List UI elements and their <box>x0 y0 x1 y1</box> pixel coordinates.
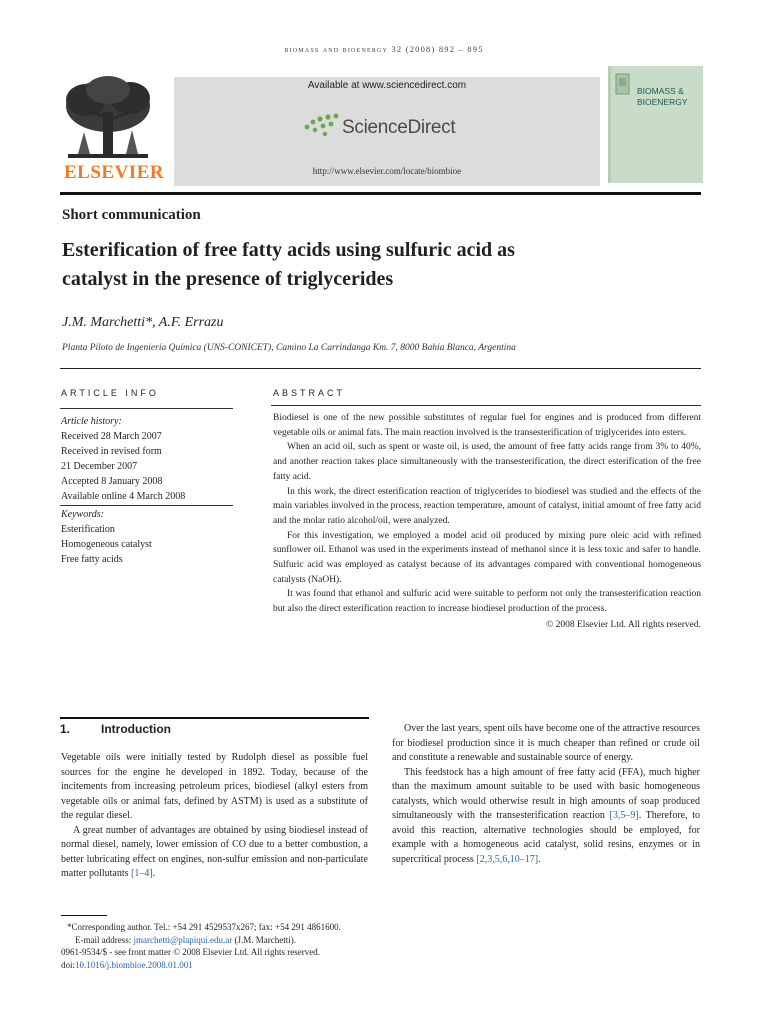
email-link[interactable]: jmarchetti@plapiqui.edu.ar <box>133 934 233 945</box>
keywords-rule <box>60 505 233 506</box>
email-line: E-mail address: jmarchetti@plapiqui.edu.ar (J.M. Marchetti). <box>75 934 296 945</box>
elsevier-wordmark: ELSEVIER <box>64 162 165 183</box>
title-rule <box>60 368 701 369</box>
cover-emblem-icon <box>614 72 632 98</box>
citation-link[interactable]: [2,3,5,6,10–17] <box>476 853 539 865</box>
issn-line: 0961-9534/$ - see front matter © 2008 Elsevier Ltd. All rights reserved. <box>61 947 321 957</box>
corresponding-author: *Corresponding author. Tel.: +54 291 4529537x267; fax: +54 291 4861600. <box>67 922 341 932</box>
elsevier-tree-logo <box>56 72 160 164</box>
affiliation: Planta Piloto de Ingeniería Química (UNS-CONICET), Camino La Carrindanga Km. 7, 8000 Bahía Blanca, Argentina <box>62 343 516 353</box>
available-at-text: Available at www.sciencedirect.com <box>307 80 467 91</box>
intro-rule <box>60 717 369 719</box>
header-rule <box>60 192 701 195</box>
intro-right-column: Over the last years, spent oils have become one of the attractive resources for biodiesel production since it is much cheaper than refined or crude oil and constitute a renewable and sustainable source of energy. This feedstock has a high amount of free fatty acid (FFA), much higher than the maximum amount suitable to be used with basic homogeneous catalysts, which would otherwise result in high amounts of soap produced simultaneously with the transesterification reaction [3,5–9]. Therefore, to avoid this reaction, alternative technologies should be employed, for example with a homogeneous acid catalyst, solid resins, enzymes or in supercritical process [2,3,5,6,10–17]. <box>392 723 700 865</box>
doi-line: doi:10.1016/j.biombioe.2008.01.001 <box>61 959 193 970</box>
article-info-heading: ARTICLE INFO <box>61 388 159 398</box>
intro-left-column: Vegetable oils were initially tested by Rudolph diesel as possible fuel sources for the engine he developed in 1892. Today, because of the incitements from increasing petroleum prices, biodiesel (alkyl esters from vegetable oils or animal fats, defined by ASTM) is used as a substitute of the regular diesel. A great number of advantages are obtained by using biodiesel instead of normal diesel, namely, lower emission of CO due to a better combustion, a better lubricating effect on engines, non-sulfur emission and non-particulate matter pollutants [1–4]. <box>61 752 368 879</box>
running-head: biomass and bioenergy 32 (2008) 892 – 895 <box>284 44 484 54</box>
abstract-copyright: © 2008 Elsevier Ltd. All rights reserved. <box>546 619 701 630</box>
authors: J.M. Marchetti*, A.F. Errazu <box>62 315 224 330</box>
abstract-body: Biodiesel is one of the new possible substitutes of regular fuel for engines and is produced from different vegetable oils or animal fats. The main reaction involved is the transesterification of triglycerides into esters. When an acid oil, such as spent or waste oil, is used, the amount of free fatty acids range from 3% to 40%, and another reaction takes place simultaneously with the transesterification, the direct esterification of the free fatty acid. In this work, the direct esterification reaction of triglycerides to biodiesel was studied and the effects of the main variables involved in the process, reaction temperature, amount of catalyst, initial amount of free fatty acid and the molar ratio alcohol/oil, were analyzed. For this investigation, we employed a model acid oil produced by mixing pure oleic acid with refined sunflower oil. Ethanol was used in the experiments instead of methanol since it is less toxic and safer to handle. Sulfuric acid was employed as catalyst because of its advantages compared with conventional homogeneous catalysts (NaOH). It was found that ethanol and sulfuric acid were suitable to perform not only the transesterification reaction but also the direct esterification reaction to increase biodiesel production of the process. © 2008 Elsevier Ltd. All rights reserved. <box>273 411 701 633</box>
abstract-rule <box>271 405 701 406</box>
article-history: Article history: Received 28 March 2007 Received in revised form 21 December 2007 Accepted 8 January 2008 Available online 4 March 2008 <box>61 416 186 502</box>
article-title: Esterification of free fatty acids using sulfuric acid as catalyst in the presence of triglycerides <box>62 239 515 290</box>
keywords: Keywords: Esterification Homogeneous catalyst Free fatty acids <box>61 509 152 565</box>
journal-cover-title: BIOMASS & BIOENERGY <box>637 86 688 107</box>
intro-heading: 1. Introduction <box>60 722 171 736</box>
journal-url[interactable]: http://www.elsevier.com/locate/biombioe <box>312 166 462 176</box>
sciencedirect-dots-icon <box>303 113 341 139</box>
article-info-rule <box>60 408 233 409</box>
footnote-rule <box>61 915 107 916</box>
abstract-heading: ABSTRACT <box>273 388 346 398</box>
footnote <box>61 921 341 971</box>
sciencedirect-logo-text: ScienceDirect <box>342 117 456 138</box>
article-type: Short communication <box>62 207 201 223</box>
citation-link[interactable]: [3,5–9] <box>609 810 639 821</box>
doi-link[interactable]: 10.1016/j.biombioe.2008.01.001 <box>75 959 193 970</box>
citation-link[interactable]: [1–4] <box>131 868 153 879</box>
